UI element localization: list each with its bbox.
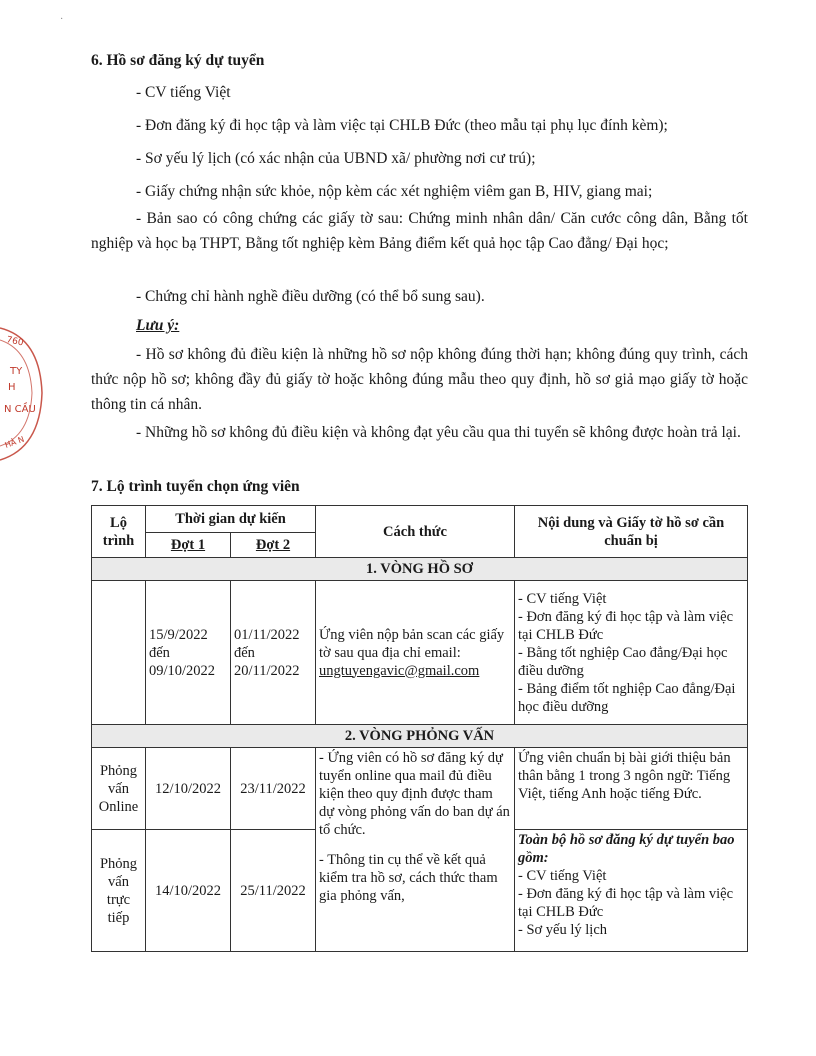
row3-round1: 14/10/2022	[146, 830, 231, 952]
row1-route	[92, 581, 146, 725]
header-time: Thời gian dự kiến	[146, 506, 316, 533]
interview-method-1: - Ứng viên có hồ sơ đăng ký dự tuyển online qua mail đủ điều kiện theo quy định được tham dự vòng phỏng vấn do ban dự án tổ chức.	[319, 750, 510, 838]
row1-round2-sep: đến	[234, 644, 255, 661]
s6-item-6: - Chứng chỉ hành nghề điều dưỡng (có thể bổ sung sau).	[136, 288, 485, 305]
row3-content-item: - Sơ yếu lý lịch	[518, 922, 608, 938]
row1-content-item: - Bằng tốt nghiệp Cao đẳng/Đại học điều dưỡng	[518, 644, 728, 679]
interview-method-2: - Thông tin cụ thể về kết quả kiểm tra hồ sơ, cách thức tham gia phỏng vấn,	[319, 852, 498, 904]
row1-content	[515, 581, 748, 725]
row1-content-item: - Bảng điểm tốt nghiệp Cao đẳng/Đại học điều dưỡng	[518, 680, 736, 715]
s6-item-2: - Đơn đăng ký đi học tập và làm việc tại CHLB Đức (theo mẫu tại phụ lục đính kèm);	[136, 117, 668, 134]
section-6-heading: 6. Hồ sơ đăng ký dự tuyển	[91, 52, 265, 69]
s6-item-1: - CV tiếng Việt	[136, 84, 231, 101]
s6-item-5: - Bản sao có công chứng các giấy tờ sau: Chứng minh nhân dân/ Căn cước công dân, Bằng tốt nghiệp và học bạ THPT, Bằng tốt nghiệp kèm Bảng điểm kết quả học tập Cao đẳng/ Đại học;	[91, 210, 748, 252]
row3-content-title: Toàn bộ hồ sơ đăng ký dự tuyển bao gồm:	[518, 832, 735, 866]
stamp-text-2: TY	[10, 366, 23, 377]
row3-content	[515, 830, 748, 952]
row1-round2-from: 01/11/2022	[234, 626, 300, 643]
row2-content: Ứng viên chuẩn bị bài giới thiệu bản thân bằng 1 trong 3 ngôn ngữ: Tiếng Việt, tiếng Anh hoặc tiếng Đức.	[515, 748, 748, 830]
row2-round2: 23/11/2022	[231, 748, 316, 830]
section-row-1: 1. VÒNG HỒ SƠ	[92, 558, 748, 581]
row1-round2	[231, 581, 316, 725]
note-title: Lưu ý:	[136, 317, 180, 334]
s6-item-3: - Sơ yếu lý lịch (có xác nhận của UBND xã/ phường nơi cư trú);	[136, 150, 536, 167]
row1-round1-sep: đến	[149, 644, 170, 661]
scan-mark: ·	[60, 14, 64, 25]
header-round-2: Đợt 2	[231, 533, 316, 558]
header-route: Lộ trình	[92, 506, 146, 558]
row3-content-item: - CV tiếng Việt	[518, 868, 607, 884]
row3-content-item: - Đơn đăng ký đi học tập và làm việc tại CHLB Đức	[518, 886, 734, 920]
header-content: Nội dung và Giấy tờ hồ sơ cần chuẩn bị	[515, 506, 748, 558]
stamp-text-1: 760	[5, 335, 25, 349]
section-row-2: 2. VÒNG PHỎNG VẤN	[92, 725, 748, 748]
row1-email-link[interactable]: ungtuyengavic@gmail.com	[319, 662, 480, 679]
stamp-text-3: H	[8, 382, 16, 393]
row1-method-text: Ứng viên nộp bản scan các giấy tờ sau qua địa chỉ email:	[319, 626, 505, 661]
row1-method	[316, 581, 515, 725]
row1-content-item: - CV tiếng Việt	[518, 590, 607, 607]
recruitment-schedule-table	[91, 505, 748, 952]
header-round-1: Đợt 1	[146, 533, 231, 558]
row1-round2-to: 20/11/2022	[234, 662, 300, 679]
header-method: Cách thức	[316, 506, 515, 558]
row3-route: Phỏng vấn trực tiếp	[92, 830, 146, 952]
interview-method	[316, 748, 515, 952]
row1-content-item: - Đơn đăng ký đi học tập và làm việc tại CHLB Đức	[518, 608, 734, 643]
note-1: - Hồ sơ không đủ điều kiện là những hồ sơ nộp không đúng thời hạn; không đúng quy trình, cách thức nộp hồ sơ; không đầy đủ giấy tờ hoặc không đúng mẫu theo quy định, hồ sơ giả mạo giấy tờ hoặc thông tin cá nhân.	[91, 346, 748, 413]
row2-route: Phỏng vấn Online	[92, 748, 146, 830]
stamp-fragment	[0, 318, 60, 468]
stamp-text-5: HÀ N	[3, 434, 26, 450]
stamp-text-4: N CẦU	[4, 404, 36, 415]
section-7-heading: 7. Lộ trình tuyển chọn ứng viên	[91, 478, 300, 495]
note-2: - Những hồ sơ không đủ điều kiện và không đạt yêu cầu qua thi tuyển sẽ không được hoàn trả lại.	[136, 424, 741, 441]
row1-round1-to: 09/10/2022	[149, 662, 216, 679]
row2-round1: 12/10/2022	[146, 748, 231, 830]
s6-item-4: - Giấy chứng nhận sức khỏe, nộp kèm các xét nghiệm viêm gan B, HIV, giang mai;	[136, 183, 653, 200]
row1-round1-from: 15/9/2022	[149, 626, 208, 643]
row3-round2: 25/11/2022	[231, 830, 316, 952]
row1-round1	[146, 581, 231, 725]
